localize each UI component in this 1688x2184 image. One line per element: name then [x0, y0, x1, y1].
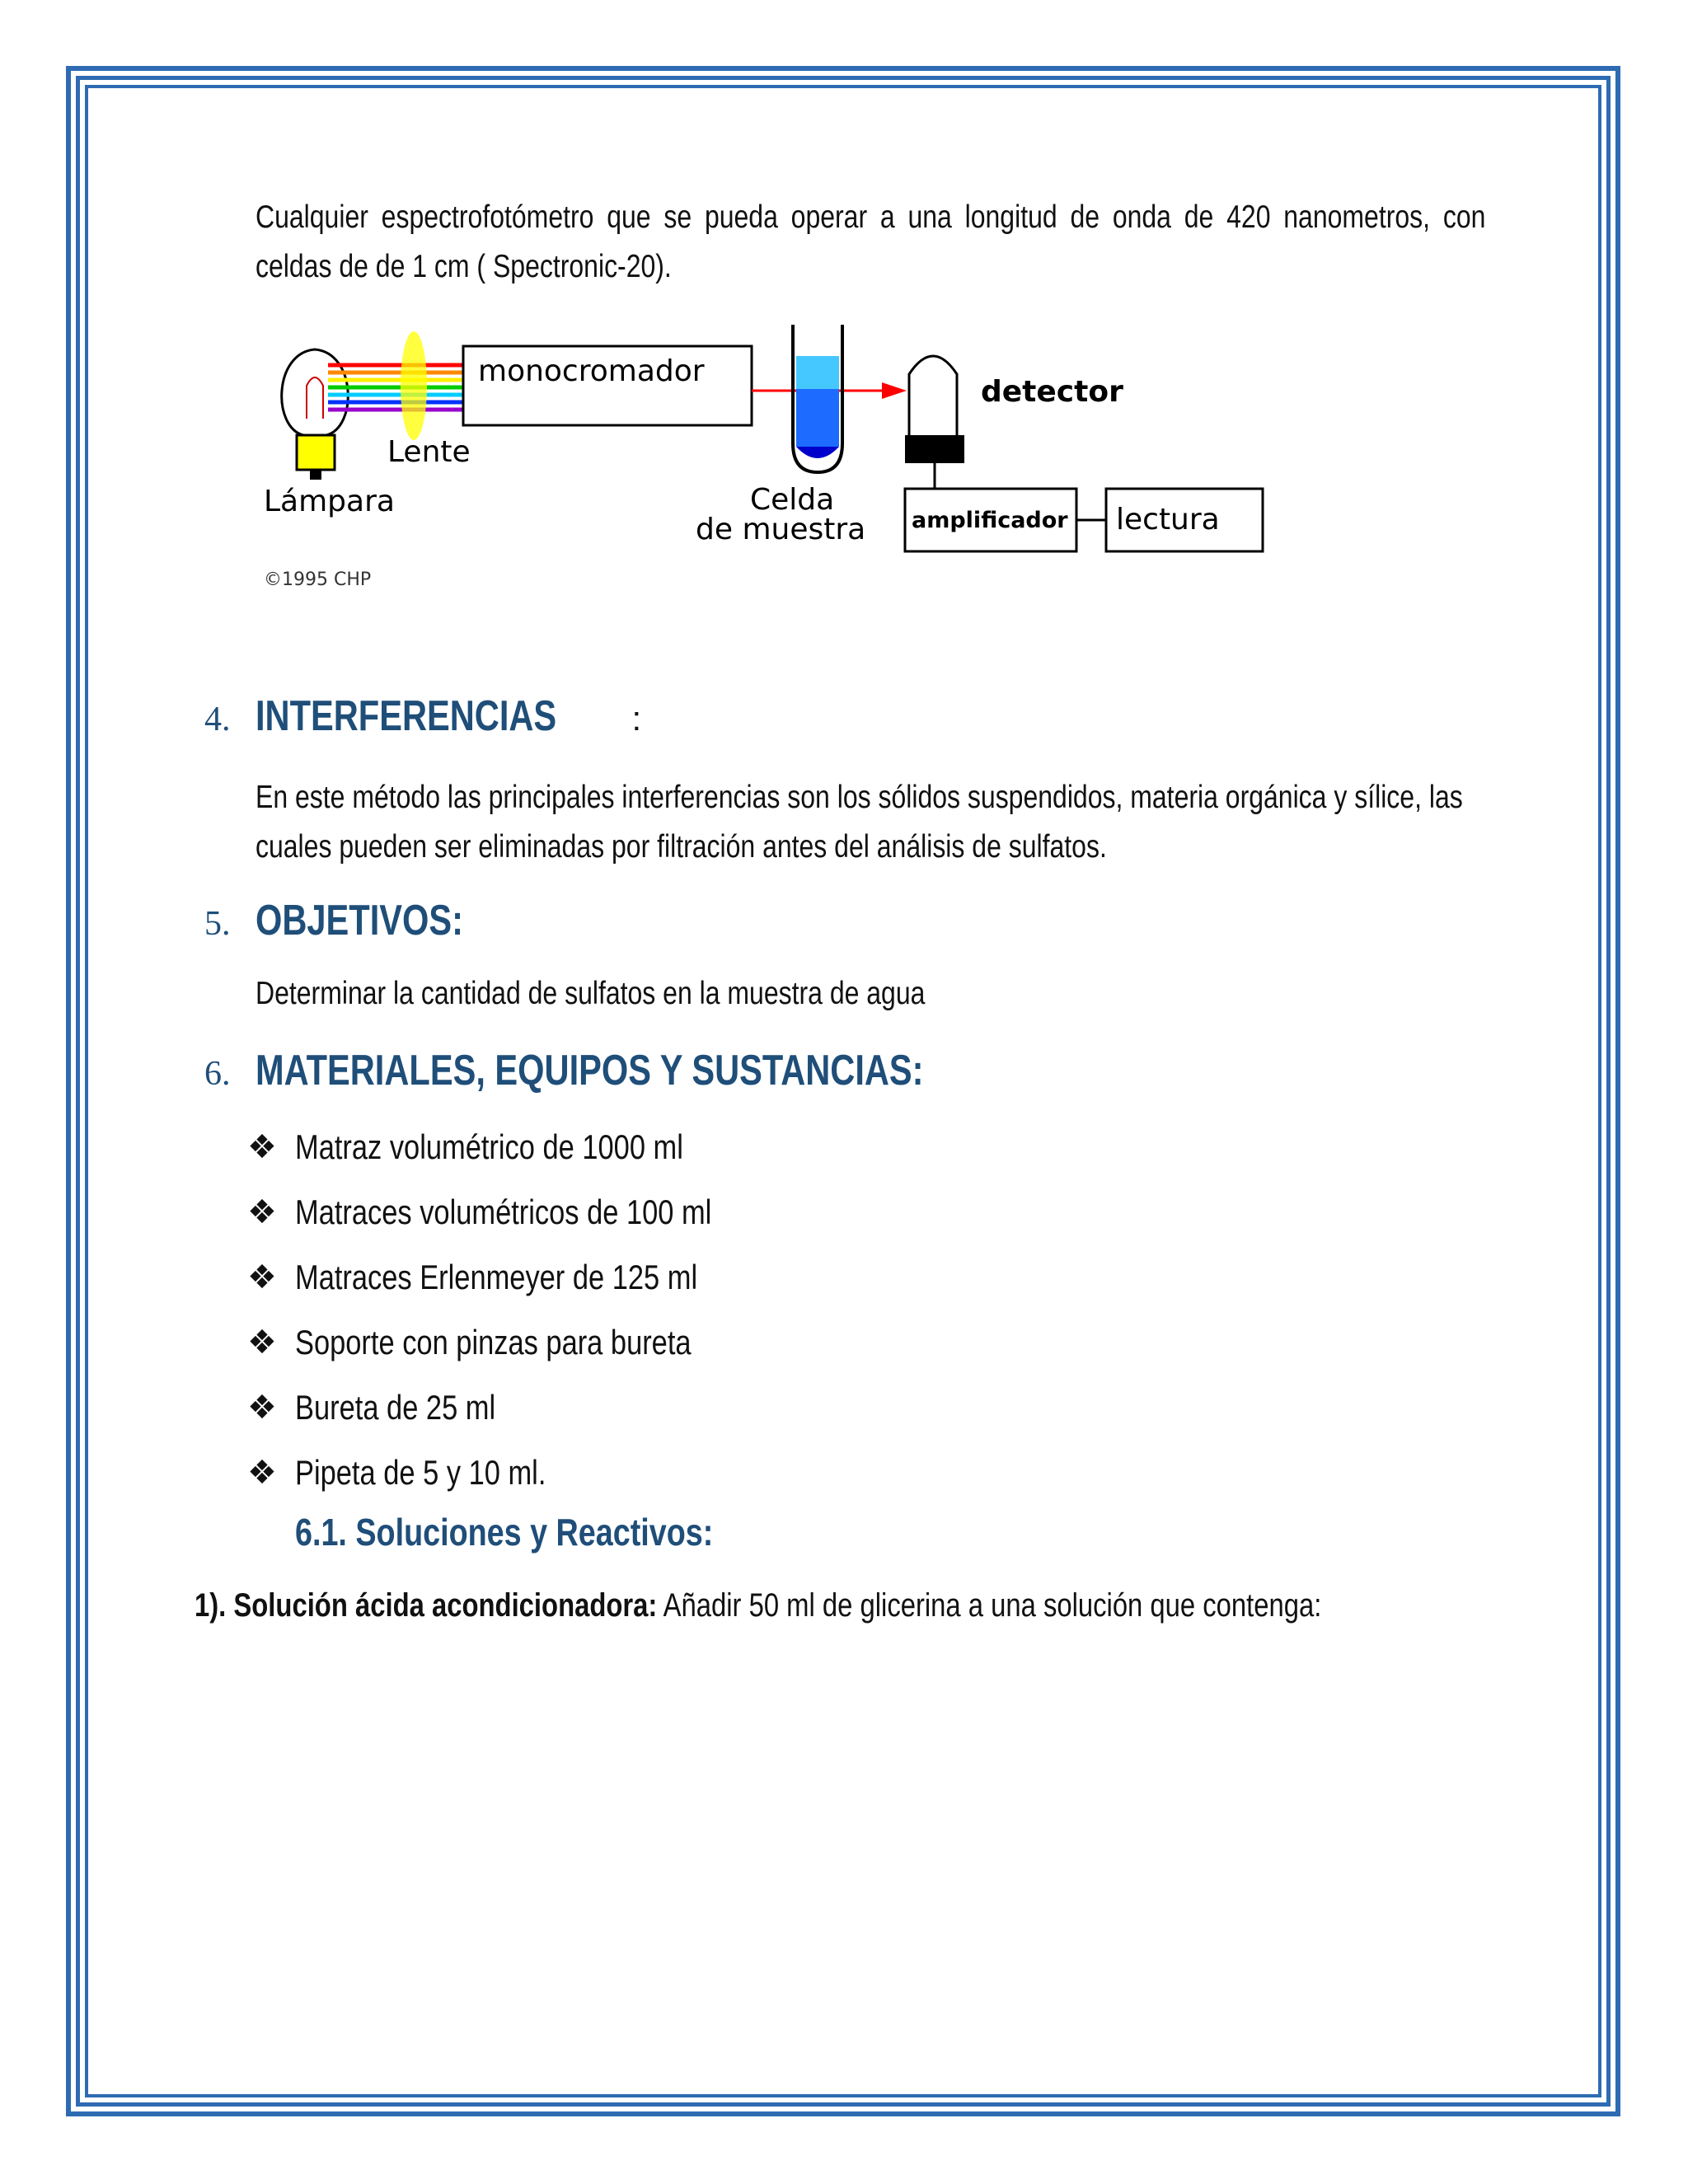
- lens-icon: [401, 331, 427, 440]
- diamond-bullet-icon: ❖: [247, 1127, 277, 1166]
- section-number: 6.: [204, 1055, 231, 1093]
- diamond-bullet-icon: ❖: [247, 1323, 277, 1361]
- arrow-icon: [882, 382, 907, 399]
- light-rays: [328, 365, 463, 410]
- section-title: INTERFERENCIAS: [256, 692, 557, 740]
- section-title: MATERIALES, EQUIPOS Y SUSTANCIAS:: [256, 1047, 924, 1094]
- copyright-label: ©1995 CHP: [264, 569, 372, 590]
- sample-cell-icon: [793, 325, 842, 472]
- list-item: ❖ Matraces volumétricos de 100 ml: [247, 1192, 712, 1231]
- list-item: ❖ Pipeta de 5 y 10 ml.: [247, 1452, 546, 1492]
- heading-materiales: [204, 1042, 1090, 1103]
- detector-label: detector: [981, 375, 1123, 409]
- subsection-heading: 6.1. Soluciones y Reactivos:: [295, 1511, 714, 1554]
- reagent-label: 1). Solución ácida acondicionadora:: [195, 1587, 658, 1624]
- list-item: ❖ Matraces Erlenmeyer de 125 ml: [247, 1257, 698, 1296]
- lamp-icon: [282, 349, 349, 480]
- list-item: ❖ Bureta de 25 ml: [247, 1387, 496, 1427]
- reagent-text: Añadir 50 ml de glicerina a una solución que contenga:: [657, 1587, 1322, 1624]
- lamp-label: Lámpara: [264, 485, 395, 518]
- cell-label-line2: de muestra: [696, 513, 866, 546]
- materials-list: [247, 1114, 803, 1505]
- reagent-line: [195, 1587, 1321, 1624]
- list-item: ❖ Matraz volumétrico de 1000 ml: [247, 1127, 683, 1166]
- diamond-bullet-icon: ❖: [247, 1258, 277, 1296]
- objetivos-text: Determinar la cantidad de sulfatos en la muestra de agua: [256, 976, 926, 1011]
- interferencias-text: En este método las principales interferencias son los sólidos suspendidos, materia orgánica y sílice, las cuales pueden ser eliminadas por filtración antes del análisis de sulfatos.: [256, 780, 1463, 865]
- section-number: 5.: [204, 905, 231, 943]
- section-title-suffix: :: [631, 699, 642, 738]
- list-item: ❖ Soporte con pinzas para bureta: [247, 1322, 692, 1361]
- intro-paragraph: Cualquier espectrofotómetro que se pueda operar a una longitud de onda de 420 nanometros, con celdas de de 1 cm ( Spectronic-20).: [256, 199, 1486, 284]
- reading-label: lectura: [1116, 503, 1220, 537]
- lens-label: Lente: [387, 435, 471, 469]
- diamond-bullet-icon: ❖: [247, 1453, 277, 1492]
- cell-label-line1: Celda: [750, 483, 835, 517]
- section-number: 4.: [204, 701, 231, 738]
- amplifier-label: amplificador: [912, 508, 1068, 533]
- diamond-bullet-icon: ❖: [247, 1193, 277, 1231]
- section-title: OBJETIVOS:: [256, 897, 463, 944]
- detector-icon: [905, 356, 964, 489]
- monochromator-label: monocromador: [478, 354, 705, 388]
- heading-objetivos: [204, 892, 515, 953]
- heading-interferencias: [204, 687, 641, 748]
- diamond-bullet-icon: ❖: [247, 1388, 277, 1427]
- spectrophotometer-diagram: [256, 320, 1286, 600]
